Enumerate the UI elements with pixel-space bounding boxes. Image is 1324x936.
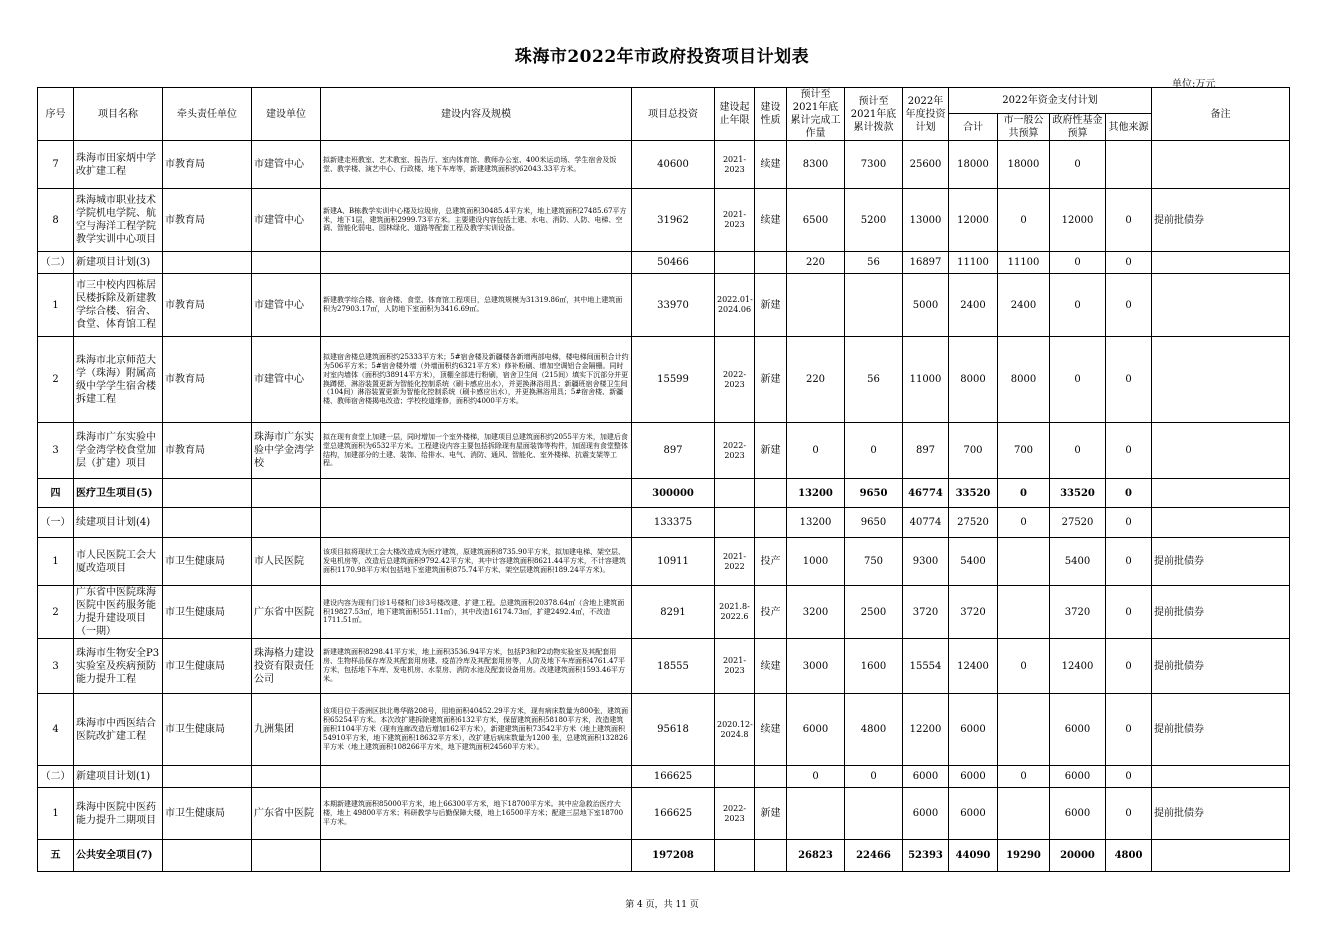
header-fund-group: 2022年资金支付计划	[949, 88, 1152, 114]
header-name: 项目名称	[74, 88, 163, 141]
table-row: 7 珠海市田家炳中学改扩建工程 市教育局 市建管中心 拟新建走班教室、艺术教室、报告厅、室内体育馆、教师办公室、400米运动场、学生宿舍及饭堂、教学楼、演艺中心、行政楼、地下车库等，新建建筑面积约62043.33平方米。 40600 2021-2023 续建 8300 7300 25600 18000 18000 0	[38, 141, 1290, 189]
page-title: 珠海市2022年市政府投资项目计划表	[514, 47, 810, 67]
table-row: 8 珠海城市职业技术学院机电学院、航空与海洋工程学院教学实训中心项目 市教育局 市建管中心 新建A、B栋教学实训中心楼及垃圾房，总建筑面积30485.4平方米，地上建筑面积27485.67平方米，地下1层，建筑面积2999.73平方米。主要建设内容包括土建、水电、消防、人防、电梯、空调、智能化弱电、园林绿化、道路等配套工程及教学实训设备。 31962 2021-2023 续建 6500 5200 13000 12000 0 12000 0 提前批债券	[38, 189, 1290, 252]
header-sum: 合计	[949, 114, 998, 141]
table-row: （二） 新建项目计划(3) 50466 220 56 16897 11100 11100 0 0	[38, 252, 1290, 274]
header-seq: 序号	[38, 88, 74, 141]
header-est-fund: 预计至2021年底累计拨款	[845, 88, 903, 141]
table-row: 1 珠海中医院中医药能力提升二期项目 市卫生健康局 广东省中医院 本期新建建筑面积85000平方米，地上66300平方米，地下18700平方米。其中应急救治医疗大楼，地上 49800平方米；科研教学与后勤保障大楼，地上16500平方米；配建三层地下室18700平方米。 166625 2022-2023 新建 6000 6000 6000 0 提前批债券	[38, 788, 1290, 840]
table-row: 2 珠海市北京师范大学（珠海）附属高级中学学生宿舍楼拆建工程 市教育局 市建管中心 拟建宿舍楼总建筑面积约25333平方米；5#宿舍楼及新疆楼各新增两部电梯，楼电梯间面积合计约为506平方米；5#宿舍楼外墙（外墙面积约6321平方米）修补粉刷、增加空调铝合金隔栅。同时对室内墙体（面积约38914平方米），顶棚全部进行粉刷，宿舍卫生间（215间）填实下沉部分并更换蹲便、淋浴装置更新为智能化控制系统（刷卡感应出水），并更换淋浴用具；新疆班宿舍楼卫生间（104间）淋浴装置更新为智能化控制系统（刷卡感应出水），并更换淋浴用具；5#宿舍楼、新疆楼、教师宿舍楼揭电改造；学校校道维修，面积约4000平方米。 15599 2022-2023 新建 220 56 11000 8000 8000 0 0	[38, 337, 1290, 423]
table-row: 1 市人民医院工会大厦改造项目 市卫生健康局 市人民医院 该项目拟将现状工会大楼改造成为医疗建筑，原建筑面积8735.90平方米，拟加建电梯、架空层、发电机房等，改造后总建筑面积9792.42平方米，其中计容建筑面积8621.44平方米，不计容建筑面积1170.98平方米(包括地下室建筑面积875.74平方米、架空层建筑面积189.24平方米)。 10911 2021-2022 投产 1000 750 9300 5400 5400 0 提前批债券	[38, 538, 1290, 586]
table-row: 1 市三中校内四栋居民楼拆除及新建教学综合楼、宿舍、食堂、体育馆工程 市教育局 市建管中心 新建教学综合楼、宿舍楼、食堂、体育馆工程项目，总建筑规模为31319.86㎡，其中地上建筑面积为27903.17㎡，人防地下室面积为3416.69㎡。 33970 2022.01-2024.06 新建 5000 2400 2400 0 0	[38, 274, 1290, 337]
unit-label: 单位:万元	[1172, 79, 1216, 90]
table-row: 四 医疗卫生项目(5) 300000 13200 9650 46774 33520 0 33520 0	[38, 479, 1290, 508]
table-row: 4 珠海市中西医结合医院改扩建工程 市卫生健康局 九洲集团 该项目位于香洲区拱北粤华路208号，用地面积40452.29平方米，现有病床数量为800张，建筑面积65254平方米。本次改扩建拆除建筑面积6132平方米，保留建筑面积58180平方米，改造建筑面积1104平方米（现有连廊改造后增加162平方米），新建建筑面积73542平方米（地上建筑面积54910平方米，地下建筑面积18632平方米），改扩建后病床数量为1200 张，总建筑面积132826平方米（地上建筑面积108266平方米，地下建筑面积24560平方米）。 95618 2020.12-2024.8 续建 6000 4800 12200 6000 6000 0 提前批债券	[38, 694, 1290, 766]
header-total: 项目总投资	[632, 88, 715, 141]
table-row: 3 珠海市广东实验中学金湾学校食堂加层（扩建）项目 市教育局 珠海市广东实验中学金湾学校 拟在现有食堂上加建一层，同时增加一个室外楼梯，加建项目总建筑面积约2055平方米，加建后食堂总建筑面积为6532平方米。工程建设内容主要包括拆除现有屋面装饰等构件，加固现有食堂整体结构，加建部分的土建、装饰、给排水、电气、消防、通风、智能化、室外楼梯、抗震支架等工程。 897 2022-2023 新建 0 0 897 700 700 0 0	[38, 423, 1290, 479]
header-est-work: 预计至2021年底累计完成工作量	[787, 88, 845, 141]
header-other: 其他来源	[1106, 114, 1152, 141]
header-govfund: 政府性基金预算	[1050, 114, 1106, 141]
table-row: 五 公共安全项目(7) 197208 26823 22466 52393 44090 19290 20000 4800	[38, 840, 1290, 872]
header-years: 建设起止年限	[715, 88, 755, 141]
table-row: 2 广东省中医院珠海医院中医药服务能力提升建设项目（一期） 市卫生健康局 广东省中医院 建设内容为现有门诊1号楼和门诊3号楼改建、扩建工程。总建筑面积20378.64㎡（含地上建筑面积19827.53㎡，地下建筑面积551.11㎡），其中改造16174.73㎡，扩建2492.4㎡，不改造1711.51㎡。 8291 2021.8-2022.6 投产 3200 2500 3720 3720 3720 0 提前批债券	[38, 586, 1290, 639]
header-nature: 建设性质	[755, 88, 787, 141]
header-general: 市一般公共预算	[998, 114, 1050, 141]
investment-plan-table	[37, 87, 1290, 872]
table-row: （一） 续建项目计划(4) 133375 13200 9650 40774 27520 0 27520 0	[38, 508, 1290, 538]
header-plan2022: 2022年年度投资计划	[903, 88, 949, 141]
header-note: 备注	[1152, 88, 1290, 141]
page-footer: 第 4 页，共 11 页	[625, 900, 699, 910]
header-lead: 牵头责任单位	[163, 88, 252, 141]
table-row: （二） 新建项目计划(1) 166625 0 0 6000 6000 0 6000 0	[38, 766, 1290, 788]
header-builder: 建设单位	[252, 88, 321, 141]
header-content: 建设内容及规模	[321, 88, 632, 141]
table-row: 3 珠海市生物安全P3实验室及疾病预防能力提升工程 市卫生健康局 珠海格力建设投资有限责任公司 新建建筑面积8298.41平方米，地上面积3536.94平方米，包括P3和P2动物实验室及其配套用房、生物样品保存库及其配套用房建、疫苗冷库及其配套用房等，人防及地下车库面积4761.47平方米，包括地下车库、发电机房、水泵房、消防水池及配套设备用房。改建建筑面积1593.46平方米。 18555 2021-2023 续建 3000 1600 15554 12400 0 12400 0 提前批债券	[38, 639, 1290, 694]
